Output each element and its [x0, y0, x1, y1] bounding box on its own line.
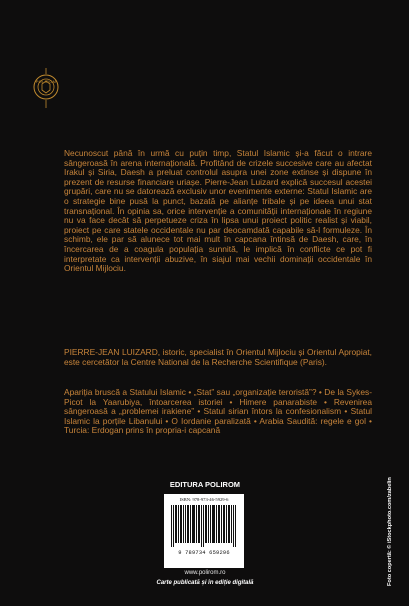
isbn: ISBN: 978-973-46-5929-6 — [179, 497, 229, 502]
intro-paragraph: Necunoscut până în urmă cu puțin timp, Statul Islamic și-a făcut o intrare sângeroasă în arena internațională. Profitând de crizele succesive care au afectat Irakul și Siria, Daesh a preluat controlul asupra unei zone extinse și dispune în prezent de resurse financiare uriașe. Pierre-Jean Luizard explică succesul acestei grupări, care nu se datorează exclusiv unor evenimente externe: Statul Islamic are o strategie bine pusă la punct, bazată pe alianțe tribale și pe ideea unui stat transnațional. În opinia sa, orice intervenție a comunității internaționale în regiune nu va face decât să perpetueze criza în lipsa unui proiect politic realist și viabil, proiect pe care statele occidentale nu par deocamdată capabile să-l formuleze. În schimb, ele par să alunece tot mai mult în capcana întinsă de Daesh, care, în încercarea de a coagula populația sunnită, le implică în conflicte ce pot fi interpretate ca intervenții abuzive, în siajul mai vechii dominații occidentale în Orientul Mijlociu. — [64, 148, 372, 274]
barcode-bars-icon — [171, 505, 237, 547]
publisher-name: EDITURA POLIROM — [169, 480, 241, 489]
barcode — [164, 494, 244, 568]
badge-label: POLIROM — [35, 79, 57, 84]
photo-credit: Foto copertă: © iStockphoto.com/zabelin — [387, 477, 393, 586]
publisher-url[interactable]: www.polirom.ro — [184, 570, 226, 576]
barcode-digits: 9 789734 659296 — [178, 550, 230, 556]
author-bio: PIERRE-JEAN LUIZARD, istoric, specialist în Orientul Mijlociu și Orientul Apropiat, este cercetător la Centre National de la Recherche Scientifique (Paris). — [64, 347, 372, 367]
topics-list: Apariția bruscă a Statului Islamic • „Stat” sau „organizație teroristă”? • De la Sykes-Picot la Yaarubiya, întoarcerea istoriei • Himere panarabiste • Revenirea sângeroasă a „problemei irakiene” • Statul sirian întors la confesionalism • Statul Islamic la porțile Libanului • O Iordanie paralizată • Arabia Saudită: regele e gol • Turcia: Erdogan prins în propria-i capcană — [64, 387, 372, 436]
polirom-badge-icon — [33, 68, 59, 108]
digital-edition-tagline: Carte publicată și în ediție digitală — [156, 580, 254, 586]
